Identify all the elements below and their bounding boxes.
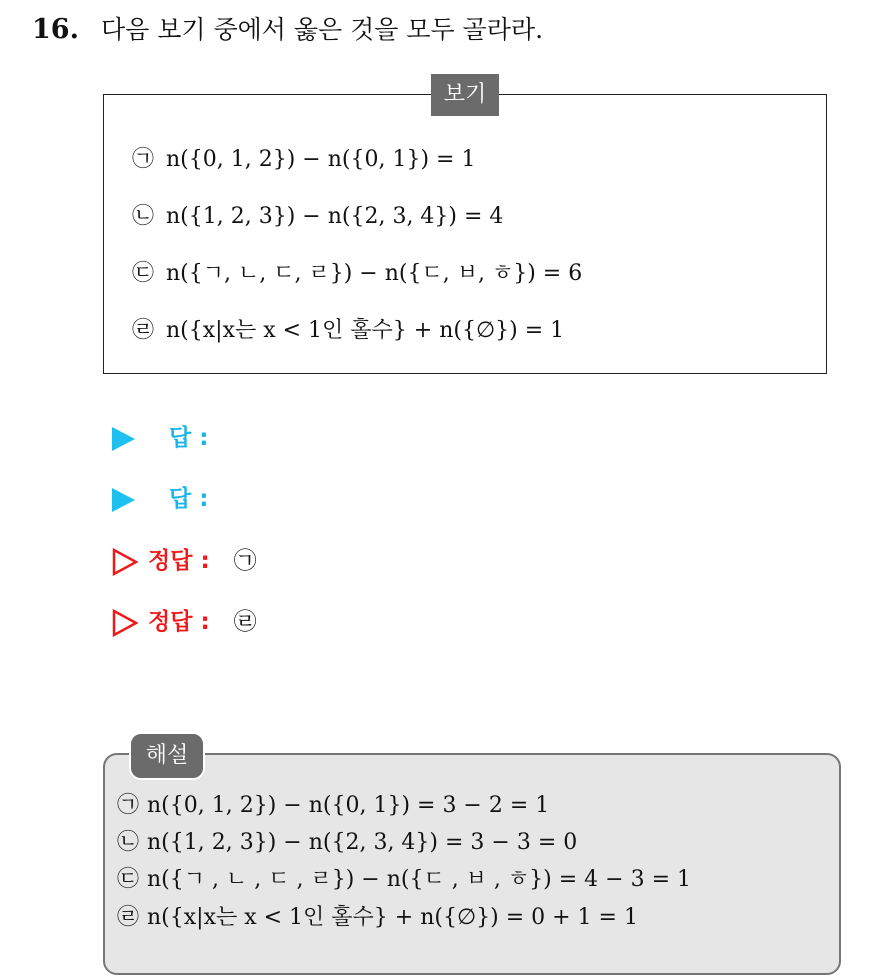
item-marker: ㉡ (132, 204, 155, 229)
question-number: 16. (32, 14, 79, 45)
explanation-line (117, 865, 691, 895)
item-marker: ㉢ (132, 261, 155, 286)
correct-answer-label: 정답 : (148, 548, 210, 574)
item-marker: ㉣ (132, 318, 155, 343)
correct-answer-row (112, 605, 257, 639)
outline-triangle-icon (112, 548, 138, 576)
outline-triangle-icon (112, 609, 138, 637)
line-marker: ㉠ (117, 793, 140, 818)
item-expression: n({x|x는 x < 1인 홀수} + n({∅}) = 1 (166, 318, 565, 343)
bogi-item (132, 316, 564, 346)
explanation-box (103, 743, 841, 975)
line-marker: ㉡ (117, 830, 140, 855)
explanation-line (117, 828, 577, 858)
play-triangle-icon (112, 488, 135, 512)
explanation-line (117, 791, 549, 821)
correct-answer-value: ㉣ (233, 609, 257, 635)
correct-answer-value: ㉠ (233, 548, 257, 574)
question-prompt: 다음 보기 중에서 옳은 것을 모두 골라라. (100, 15, 544, 44)
correct-answer-row (112, 544, 257, 578)
line-marker: ㉣ (117, 905, 140, 930)
bogi-item (132, 259, 582, 289)
answer-row (112, 482, 232, 516)
item-expression: n({1, 2, 3}) − n({2, 3, 4}) = 4 (166, 204, 504, 229)
line-expression: n({0, 1, 2}) − n({0, 1}) = 3 − 2 = 1 (147, 793, 550, 818)
answer-row (112, 421, 232, 455)
question-header (32, 10, 543, 50)
bogi-item (132, 145, 475, 175)
bogi-box (103, 82, 827, 374)
line-expression: n({ㄱ , ㄴ , ㄷ , ㄹ}) − n({ㄷ , ㅂ , ㅎ}) = 4 − 3 = 1 (147, 867, 691, 892)
correct-answer-label: 정답 : (148, 609, 210, 635)
answer-label: 답 : (169, 486, 209, 512)
explanation-line (117, 903, 638, 933)
play-triangle-icon (112, 427, 135, 451)
item-marker: ㉠ (132, 147, 155, 172)
line-marker: ㉢ (117, 867, 140, 892)
bogi-tag: 보기 (431, 74, 499, 116)
answer-label: 답 : (169, 425, 209, 451)
bogi-item (132, 202, 503, 232)
item-expression: n({0, 1, 2}) − n({0, 1}) = 1 (166, 147, 476, 172)
line-expression: n({1, 2, 3}) − n({2, 3, 4}) = 3 − 3 = 0 (147, 830, 578, 855)
item-expression: n({ㄱ, ㄴ, ㄷ, ㄹ}) − n({ㄷ, ㅂ, ㅎ}) = 6 (166, 261, 583, 286)
explanation-tag: 해설 (129, 732, 205, 780)
line-expression: n({x|x는 x < 1인 홀수} + n({∅}) = 0 + 1 = 1 (147, 905, 638, 930)
